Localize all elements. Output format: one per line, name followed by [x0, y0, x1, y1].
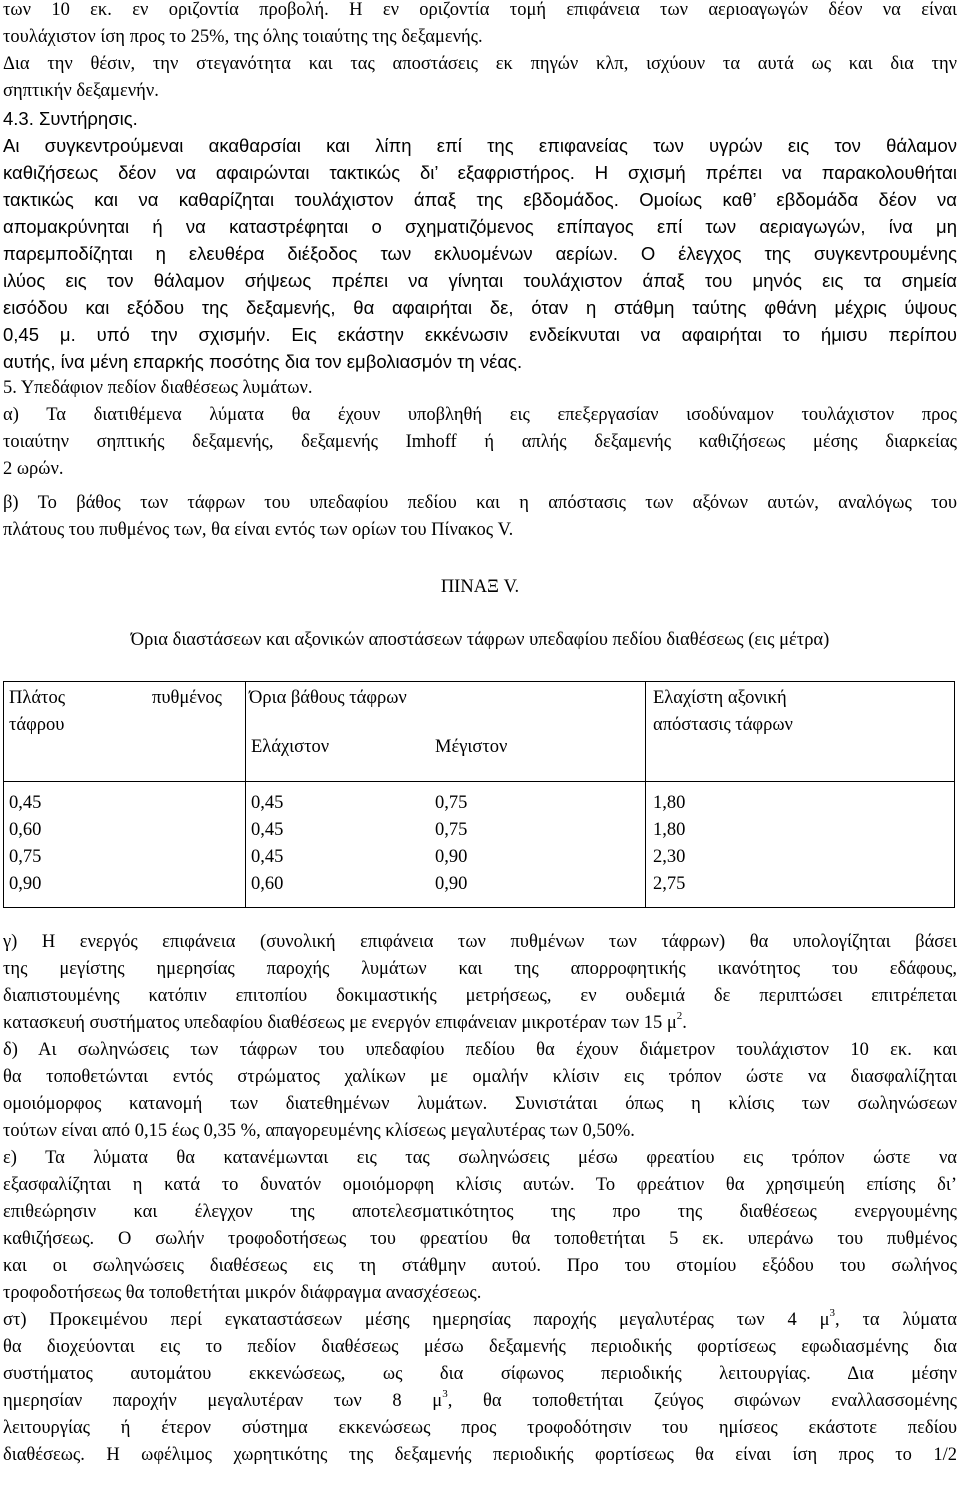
table-header-width: πυθμένος [152, 688, 222, 708]
text-line: απομακρύνηται ή να καταστρέφηται ο σχηματιζόμενος επίπαγος επί των αεριαγωγών, ίνα μη [3, 216, 957, 237]
table-header-min: Ελάχιστον [251, 737, 330, 757]
text-line [3, 1387, 957, 1412]
text-line: θα τοποθετώνται εντός στρώματος χαλίκων με ομαλήν κλίσιν εις τρόπον ώστε να διασφαλίζηται [3, 1067, 957, 1087]
text-line: αυτής, ίνα μένη επαρκής ποσότης δια τον εμβολιασμόν τη νέας. [3, 351, 523, 372]
text-line: εισόδου και εξόδου της δεξαμενής, θα αφαιρήται δε, όταν η στάθμη ταύτης φθάνη μέχρις ύψους [3, 297, 957, 318]
table-header-max: Μέγιστον [435, 737, 508, 757]
table-cell-width: 0,90 [9, 874, 42, 894]
text-line: καθιζήσεως. Ο σωλήν τροφοδοτήσεως του φρεατίου θα τοποθετήται 5 εκ. υπεράνω του πυθμένος [3, 1229, 957, 1249]
text-line: πλάτους του πυθμένος των, θα είναι εντός των ορίων του Πίνακος V. [3, 520, 514, 540]
text-fragment: , θα τοποθετήται ζεύγος σιφώνων εναλλασσομένης [447, 1391, 957, 1411]
table-caption: Όρια διαστάσεων και αξονικών αποστάσεων τάφρων υπεδαφίου πεδίου διαθέσεως (εις μέτρα) [130, 630, 830, 650]
table-column-divider [645, 681, 646, 908]
text-line: τακτικώς και να καθαρίζηται τουλάχιστον άπαξ της εβδομάδος. Ομοίως καθ’ εβδομάδα δέον να [3, 189, 957, 210]
text-fragment: , τα λύματα [835, 1310, 957, 1330]
superscript: 2 [676, 1009, 683, 1022]
text-fragment: στ) Προκειμένου περί εγκαταστάσεων μέσης ημερησίας παροχής μεγαλυτέρας των 4 μ [3, 1310, 830, 1330]
table-border [3, 681, 955, 908]
table-cell-min: 0,45 [251, 847, 284, 867]
table-cell-min: 0,60 [251, 874, 284, 894]
subsection-heading: 5. Υπεδάφιον πεδίον διαθέσεως λυμάτων. [3, 378, 313, 398]
table-cell-width: 0,75 [9, 847, 42, 867]
table-cell-width: 0,45 [9, 793, 42, 813]
text-line: διαπιστουμένης κατόπιν επιτοπίου δοκιμαστικής μετρήσεως, εν ουδεμιά δε περιπτώσει επιτρέπεται [3, 986, 957, 1006]
text-fragment: ημερησίαν παροχήν μεγαλυτέραν των 8 μ [3, 1391, 443, 1411]
text-line [3, 1306, 957, 1331]
text-line: της μεγίστης ημερησίας παροχής λυμάτων και της απορροφητικής ικανότητος του εδάφους, [3, 959, 957, 979]
text-line: καθιζήσεως δέον να αφαιρώνται τακτικώς δι’ εξαφριστήρος. Η σχισμή πρέπει να παρακολουθήται [3, 162, 957, 183]
text-line: ομοιόμορφος κατανομή των διατεθημένων λυμάτων. Συνιστάται όπως η κλίσις των σωληνώσεων [3, 1094, 957, 1114]
table-cell-max: 0,75 [435, 793, 468, 813]
text-line: Δια την θέσιν, την στεγανότητα και τας αποστάσεις εκ πηγών κλπ, ισχύουν τα αυτά ως και δια την [3, 54, 957, 74]
superscript: 3 [442, 1387, 448, 1400]
text-line: 0,45 μ. υπό την σχισμήν. Εις εκάστην εκκένωσιν ενδείκνυται να αφαιρήται το ήμισυ περίπου [3, 324, 957, 345]
text-line: β) Το βάθος των τάφρων του υπεδαφίου πεδίου και η απόστασις των αξόνων αυτών, αναλόγως του [3, 493, 957, 513]
text-line: επιθεώρησιν και έλεγχον της αποτελεσματικότητος της προ της διαθέσεως ενεργουμένης [3, 1202, 957, 1222]
text-line: λειτουργίας ή έτερον σύστημα εκκενώσεως προς τροφοδότησιν του ημίσεος εκάστοτε πεδίου [3, 1418, 957, 1438]
table-cell-min: 0,45 [251, 793, 284, 813]
table-heading: ΠΙΝΑΞ V. [440, 577, 520, 597]
text-line: 2 ωρών. [3, 459, 64, 479]
text-line: τροφοδοτήσεως θα τοποθετήται μικρόν διάφραγμα ανασχέσεως. [3, 1283, 482, 1303]
table-column-divider [245, 681, 246, 908]
text-line: γ) Η ενεργός επιφάνεια (συνολική επιφάνεια των πυθμένων των τάφρων) θα υπολογίζηται βάσει [3, 932, 957, 952]
table-cell-distance: 1,80 [653, 793, 686, 813]
table-cell-max: 0,90 [435, 874, 468, 894]
table-header-depth: Όρια βάθους τάφρων [249, 688, 407, 708]
table-header-distance: Ελαχίστη αξονική [653, 688, 787, 708]
text-line: ε) Τα λύματα θα κατανέμωνται εις τας σωληνώσεις μέσω φρεατίου εις τρόπον ώστε να [3, 1148, 957, 1168]
text-line: παρεμποδίζηται η ελευθέρα διέξοδος των εκλυομένων αερίων. Ο έλεγχος της συγκεντρουμένης [3, 243, 957, 264]
text-line: εξασφαλίζηται η κατά το δυνατόν ομοιόμορφη κλίσις αυτών. Το φρεάτιον θα χρησιμεύη επίσης δι’ [3, 1175, 957, 1195]
superscript: 3 [829, 1306, 836, 1319]
text-line: θα διοχεύονται εις το πεδίον διαθέσεως μέσω δεξαμενής περιοδικής φορτίσεως εφωδιασμένης δια [3, 1337, 957, 1357]
text-line: σηπτικήν δεξαμενήν. [3, 81, 159, 101]
table-cell-width: 0,60 [9, 820, 42, 840]
table-cell-distance: 1,80 [653, 820, 686, 840]
text-line: Αι συγκεντρούμεναι ακαθαρσίαι και λίπη επί της επιφανείας των υγρών εις τον θάλαμον [3, 135, 957, 156]
text-line: α) Τα διατιθέμενα λύματα θα έχουν υποβληθή εις επεξεργασίαν ισοδύναμον τουλάχιστον προς [3, 405, 957, 425]
text-line: διαθέσεως. Η ωφέλιμος χωρητικότης της δεξαμενής περιοδικής φορτίσεως θα είναι ίση προς το 1/2 [3, 1445, 957, 1465]
text-line: συστήματος αυτομάτου εκκενώσεως, ως δια σίφωνος περιοδικής λειτουργίας. Δια μέσην [3, 1364, 957, 1384]
text-line: τουλάχιστον ίση προς το 25%, της όλης τοιαύτης της δεξαμενής. [3, 27, 483, 47]
table-cell-max: 0,75 [435, 820, 468, 840]
section-heading: 4.3. Συντήρησις. [3, 108, 138, 129]
text-fragment: κατασκευή συστήματος υπεδαφίου διαθέσεως με ενεργόν επιφάνειαν μικροτέραν των 15 μ [3, 1013, 677, 1033]
text-line: ιλύος εις τον θάλαμον σήψεως πρέπει να γίνηται τουλάχιστον άπαξ του μηνός εις τα σημεία [3, 270, 957, 291]
table-header-width: τάφρου [9, 715, 65, 735]
table-cell-min: 0,45 [251, 820, 284, 840]
table-header-divider [3, 781, 955, 782]
text-line: των 10 εκ. εν οριζοντία προβολή. Η εν οριζοντία τομή επιφάνεια των αεριοαγωγών δέον να είναι [3, 0, 957, 20]
text-line: δ) Αι σωληνώσεις των τάφρων του υπεδαφίου πεδίου θα έχουν διάμετρον τουλάχιστον 10 εκ. και [3, 1040, 957, 1060]
table-header-distance: απόστασις τάφρων [653, 715, 793, 735]
text-line: τούτων είναι από 0,15 έως 0,35 %, απαγορευμένης κλίσεως μεγαλυτέρας των 0,50%. [3, 1121, 635, 1141]
text-line [3, 1009, 687, 1034]
table-cell-max: 0,90 [435, 847, 468, 867]
text-line: τοιαύτην σηπτικής δεξαμενής, δεξαμενής Imhoff ή απλής δεξαμενής καθιζήσεως μέσης διαρκείας [3, 432, 957, 452]
text-fragment: . [682, 1013, 687, 1033]
table-cell-distance: 2,75 [653, 874, 686, 894]
table-cell-distance: 2,30 [653, 847, 686, 867]
text-line: και οι σωληνώσεις διαθέσεως εις τη στάθμην αυτού. Προ του στομίου εξόδου του σωλήνος [3, 1256, 957, 1276]
table-header-width: Πλάτος [9, 688, 66, 708]
